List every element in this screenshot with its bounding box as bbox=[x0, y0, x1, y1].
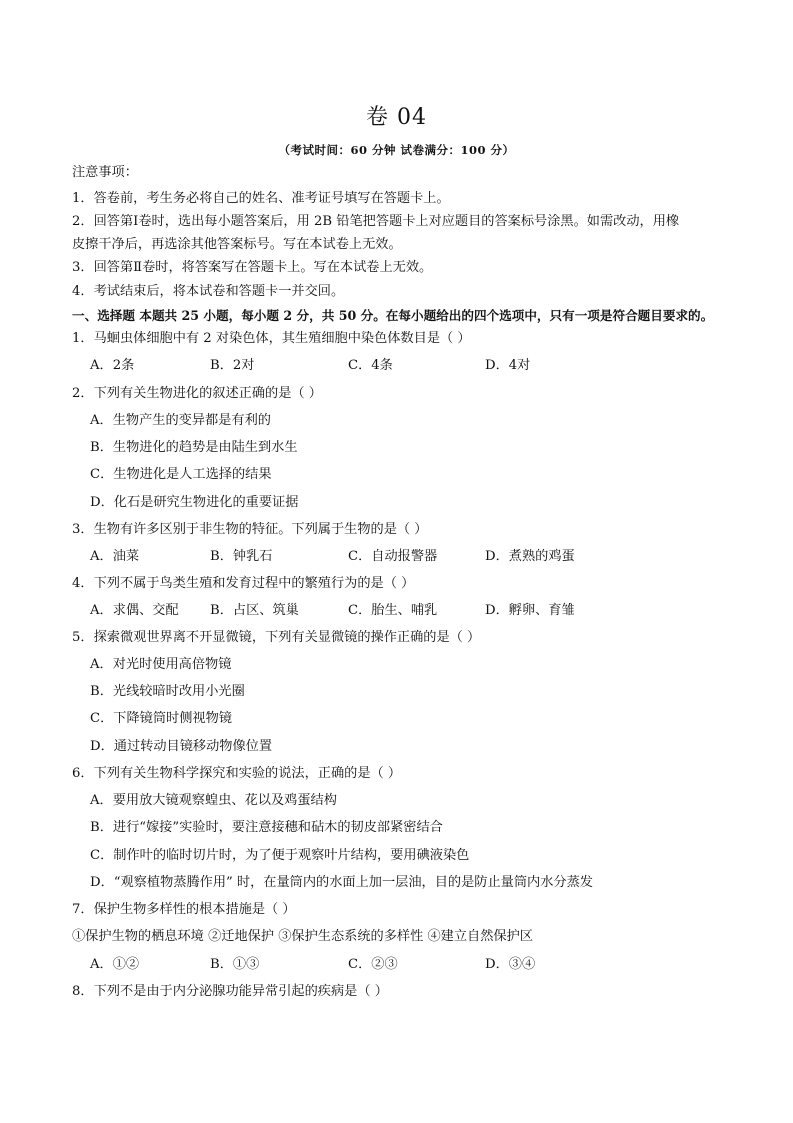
note-item: 1．答卷前，考生务必将自己的姓名、准考证号填写在答题卡上。 bbox=[72, 191, 450, 206]
option-d: D．化石是研究生物进化的重要证据 bbox=[90, 495, 299, 510]
option-b: B．①③ bbox=[210, 957, 260, 972]
option-d: D．4对 bbox=[485, 358, 531, 373]
section-heading: 一、选择题 本题共 25 小题，每小题 2 分，共 50 分。在每小题给出的四个选项中，只有一项是符合题目要求的。 bbox=[72, 308, 714, 323]
option-c: C．下降镜筒时侧视物镜 bbox=[90, 711, 232, 726]
note-item: 3．回答第Ⅱ卷时，将答案写在答题卡上。写在本试卷上无效。 bbox=[72, 260, 433, 275]
question-8-stem: 8．下列不是由于内分泌腺功能异常引起的疾病是（ ） bbox=[72, 984, 388, 999]
notes-heading: 注意事项： bbox=[72, 165, 138, 180]
question-7-stem: 7．保护生物多样性的根本措施是（ ） bbox=[72, 902, 296, 917]
option-c: C．②③ bbox=[348, 957, 398, 972]
option-c: C．自动报警器 bbox=[348, 549, 438, 564]
question-4-stem: 4．下列不属于鸟类生殖和发育过程中的繁殖行为的是（ ） bbox=[72, 576, 415, 591]
question-3-stem: 3．生物有许多区别于非生物的特征。下列属于生物的是（ ） bbox=[72, 522, 428, 537]
option-b: B．2对 bbox=[210, 358, 255, 373]
option-d: D．“观察植物蒸腾作用” 时，在量筒内的水面上加一层油，目的是防止量筒内水分蒸发 bbox=[90, 875, 593, 890]
option-b: B．占区、筑巢 bbox=[210, 603, 299, 618]
question-6-stem: 6．下列有关生物科学探究和实验的说法，正确的是（ ） bbox=[72, 766, 402, 781]
question-1-stem: 1．马蛔虫体细胞中有 2 对染色体，其生殖细胞中染色体数目是（ ） bbox=[72, 331, 471, 346]
question-1-options bbox=[90, 357, 690, 375]
note-item: 皮擦干净后，再选涂其他答案标号。写在本试卷上无效。 bbox=[72, 237, 402, 252]
option-a: A．2条 bbox=[90, 358, 135, 373]
option-d: D．孵卵、育雏 bbox=[485, 603, 575, 618]
option-c: C．4条 bbox=[348, 358, 393, 373]
option-a: A．对光时使用高倍物镜 bbox=[90, 657, 232, 672]
exam-subtitle: （考试时间：60 分钟 试卷满分：100 分） bbox=[278, 143, 515, 157]
option-c: C．制作叶的临时切片时，为了便于观察叶片结构，要用碘液染色 bbox=[90, 848, 470, 863]
question-5-stem: 5．探索微观世界离不开显微镜，下列有关显微镜的操作正确的是（ ） bbox=[72, 630, 481, 645]
exam-title: 卷 04 bbox=[366, 105, 427, 130]
question-2-stem: 2．下列有关生物进化的叙述正确的是（ ） bbox=[72, 386, 322, 401]
option-d: D．煮熟的鸡蛋 bbox=[485, 549, 575, 564]
option-d: D．③④ bbox=[485, 957, 536, 972]
option-d: D．通过转动目镜移动物像位置 bbox=[90, 739, 273, 754]
note-item: 2．回答第Ⅰ卷时，选出每小题答案后，用 2B 铅笔把答题卡上对应题目的答案标号涂黑。如需改动，用橡 bbox=[72, 214, 680, 229]
option-b: B．进行“嫁接”实验时，要注意接穗和砧木的韧皮部紧密结合 bbox=[90, 820, 443, 835]
option-c: C．胎生、哺乳 bbox=[348, 603, 438, 618]
question-4-options bbox=[90, 602, 690, 620]
question-7-options bbox=[90, 956, 690, 974]
option-a: A．油菜 bbox=[90, 549, 140, 564]
question-7-statement: ①保护生物的栖息环境 ②迁地保护 ③保护生态系统的多样性 ④建立自然保护区 bbox=[72, 929, 533, 944]
option-a: A．生物产生的变异都是有利的 bbox=[90, 413, 271, 428]
option-a: A．要用放大镜观察蝗虫、花以及鸡蛋结构 bbox=[90, 793, 337, 808]
option-b: B．钟乳石 bbox=[210, 549, 273, 564]
option-b: B．光线较暗时改用小光圈 bbox=[90, 684, 245, 699]
option-a: A．①② bbox=[90, 957, 140, 972]
option-b: B．生物进化的趋势是由陆生到水生 bbox=[90, 440, 298, 455]
question-3-options bbox=[90, 548, 690, 566]
option-a: A．求偶、交配 bbox=[90, 603, 179, 618]
option-c: C．生物进化是人工选择的结果 bbox=[90, 467, 272, 482]
note-item: 4．考试结束后，将本试卷和答题卡一并交回。 bbox=[72, 284, 345, 299]
